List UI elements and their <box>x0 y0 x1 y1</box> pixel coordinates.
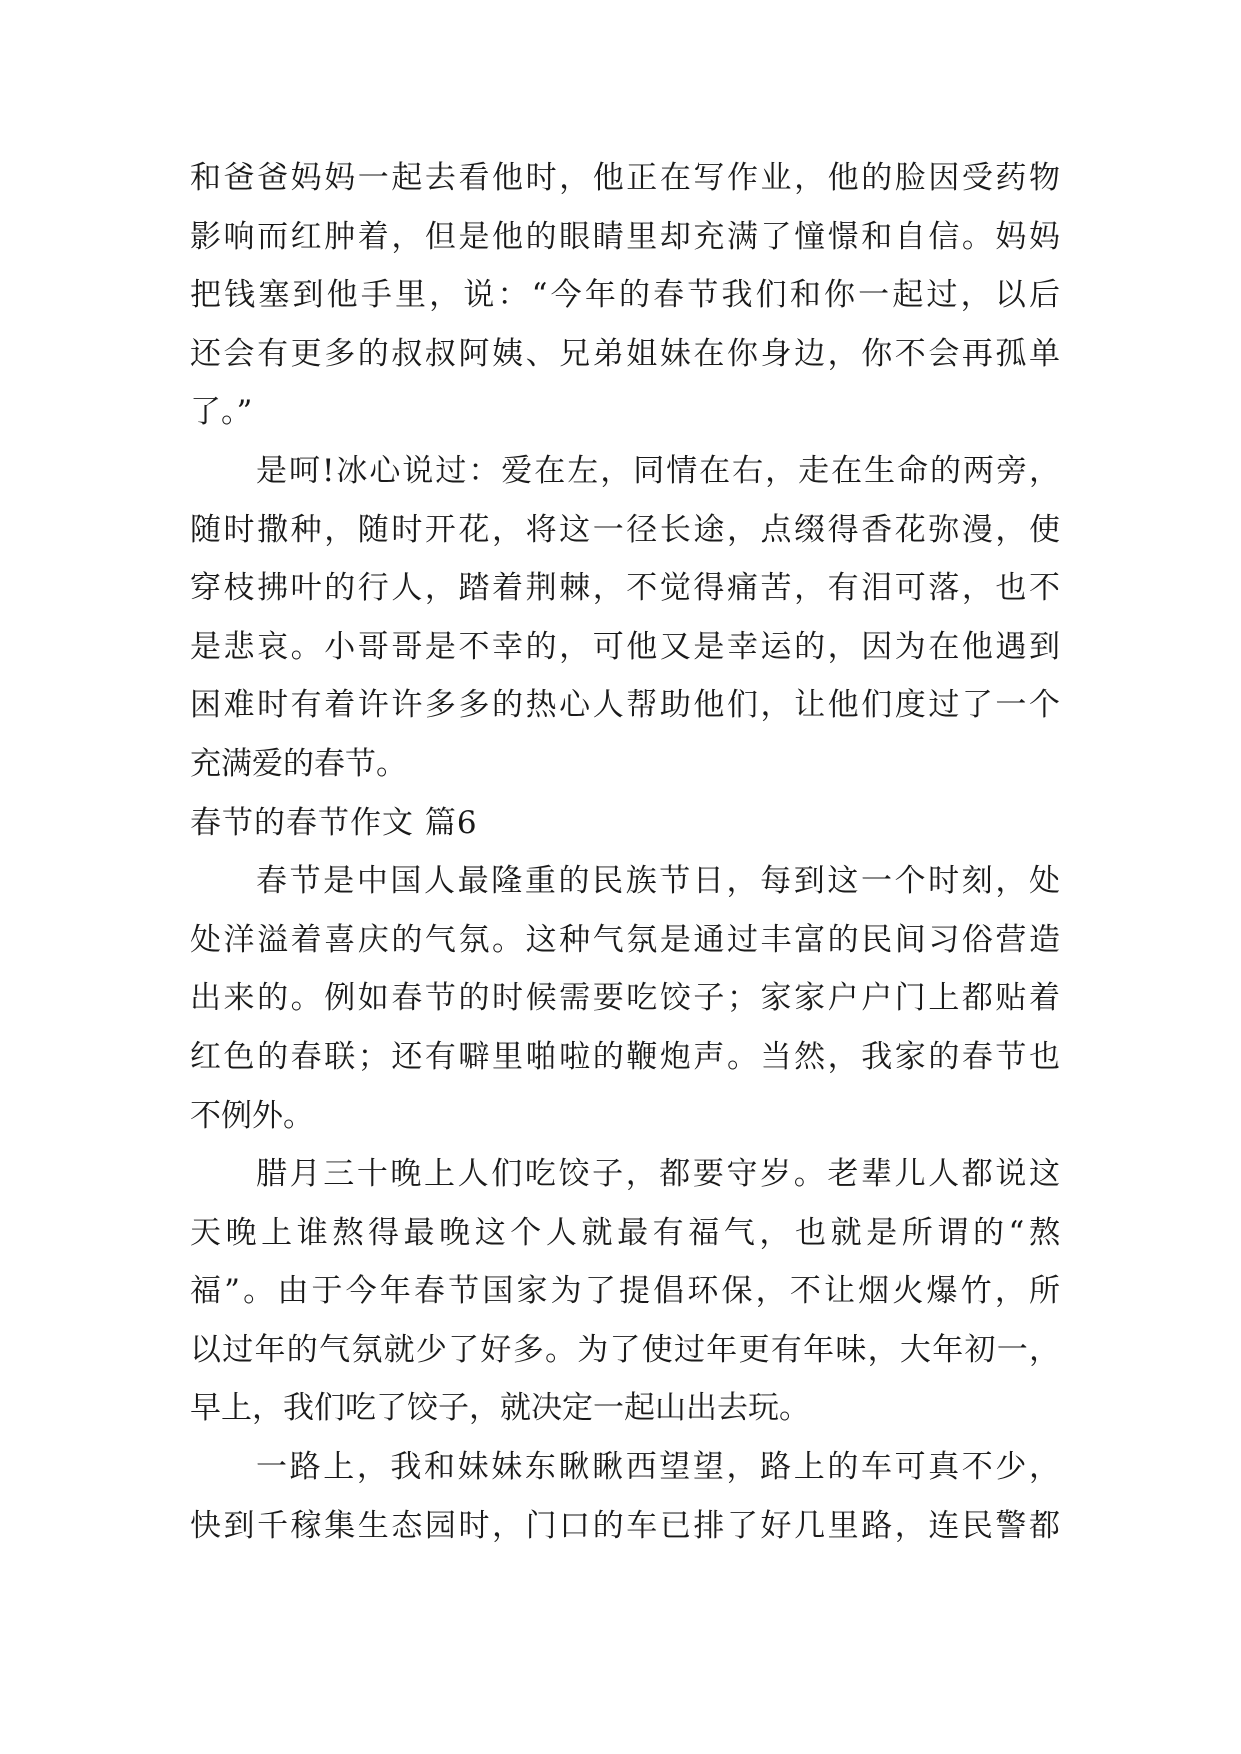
text-line: 不例外。 <box>190 1097 314 1134</box>
text-line: 还会有更多的叔叔阿姨、兄弟姐妹在你身边，你不会再孤单 <box>190 335 1060 372</box>
document-body <box>190 158 1060 1564</box>
paragraph <box>190 1154 1060 1447</box>
text-line: 一路上，我和妹妹东瞅瞅西望望，路上的车可真不少， <box>256 1449 1060 1486</box>
text-line: 是悲哀。小哥哥是不幸的，可他又是幸运的，因为在他遇到 <box>190 628 1060 665</box>
text-line: 了。” <box>190 394 253 431</box>
text-line: 福”。由于今年春节国家为了提倡环保，不让烟火爆竹，所 <box>190 1273 1060 1310</box>
text-line: 快到千稼集生态园时，门口的车已排了好几里路，连民警都 <box>190 1507 1060 1544</box>
text-line: 以过年的气氛就少了好多。为了使过年更有年味，大年初一， <box>190 1331 1060 1368</box>
text-line: 红色的春联；还有噼里啪啦的鞭炮声。当然，我家的春节也 <box>190 1038 1060 1075</box>
paragraph <box>190 861 1060 1154</box>
text-line: 困难时有着许许多多的热心人帮助他们，让他们度过了一个 <box>190 687 1060 724</box>
text-line: 出来的。例如春节的时候需要吃饺子；家家户户门上都贴着 <box>190 980 1060 1017</box>
text-line: 春节是中国人最隆重的民族节日，每到这一个时刻，处 <box>256 863 1060 900</box>
text-line: 是呵!冰心说过：爱在左，同情在右，走在生命的两旁， <box>256 452 1060 489</box>
text-line: 天晚上谁熬得最晚这个人就最有福气，也就是所谓的“熬 <box>190 1214 1060 1251</box>
text-line: 腊月三十晚上人们吃饺子，都要守岁。老辈儿人都说这 <box>256 1156 1060 1193</box>
text-line: 穿枝拂叶的行人，踏着荆棘，不觉得痛苦，有泪可落，也不 <box>190 570 1060 607</box>
paragraph <box>190 451 1060 803</box>
text-line: 和爸爸妈妈一起去看他时，他正在写作业，他的脸因受药物 <box>190 160 1060 196</box>
text-line: 充满爱的春节。 <box>190 745 407 782</box>
text-line: 处洋溢着喜庆的气氛。这种气氛是通过丰富的民间习俗营造 <box>190 921 1060 958</box>
paragraph <box>190 1447 1060 1564</box>
text-line: 早上，我们吃了饺子，就决定一起山出去玩。 <box>190 1390 810 1427</box>
text-line: 随时撒种，随时开花，将这一径长途，点缀得香花弥漫，使 <box>190 511 1060 548</box>
paragraph <box>190 158 1060 451</box>
heading-line: 春节的春节作文 篇6 <box>190 804 478 841</box>
text-line: 把钱塞到他手里，说：“今年的春节我们和你一起过，以后 <box>190 277 1060 314</box>
section-heading <box>190 803 1060 862</box>
text-line: 影响而红肿着，但是他的眼睛里却充满了憧憬和自信。妈妈 <box>190 218 1060 255</box>
